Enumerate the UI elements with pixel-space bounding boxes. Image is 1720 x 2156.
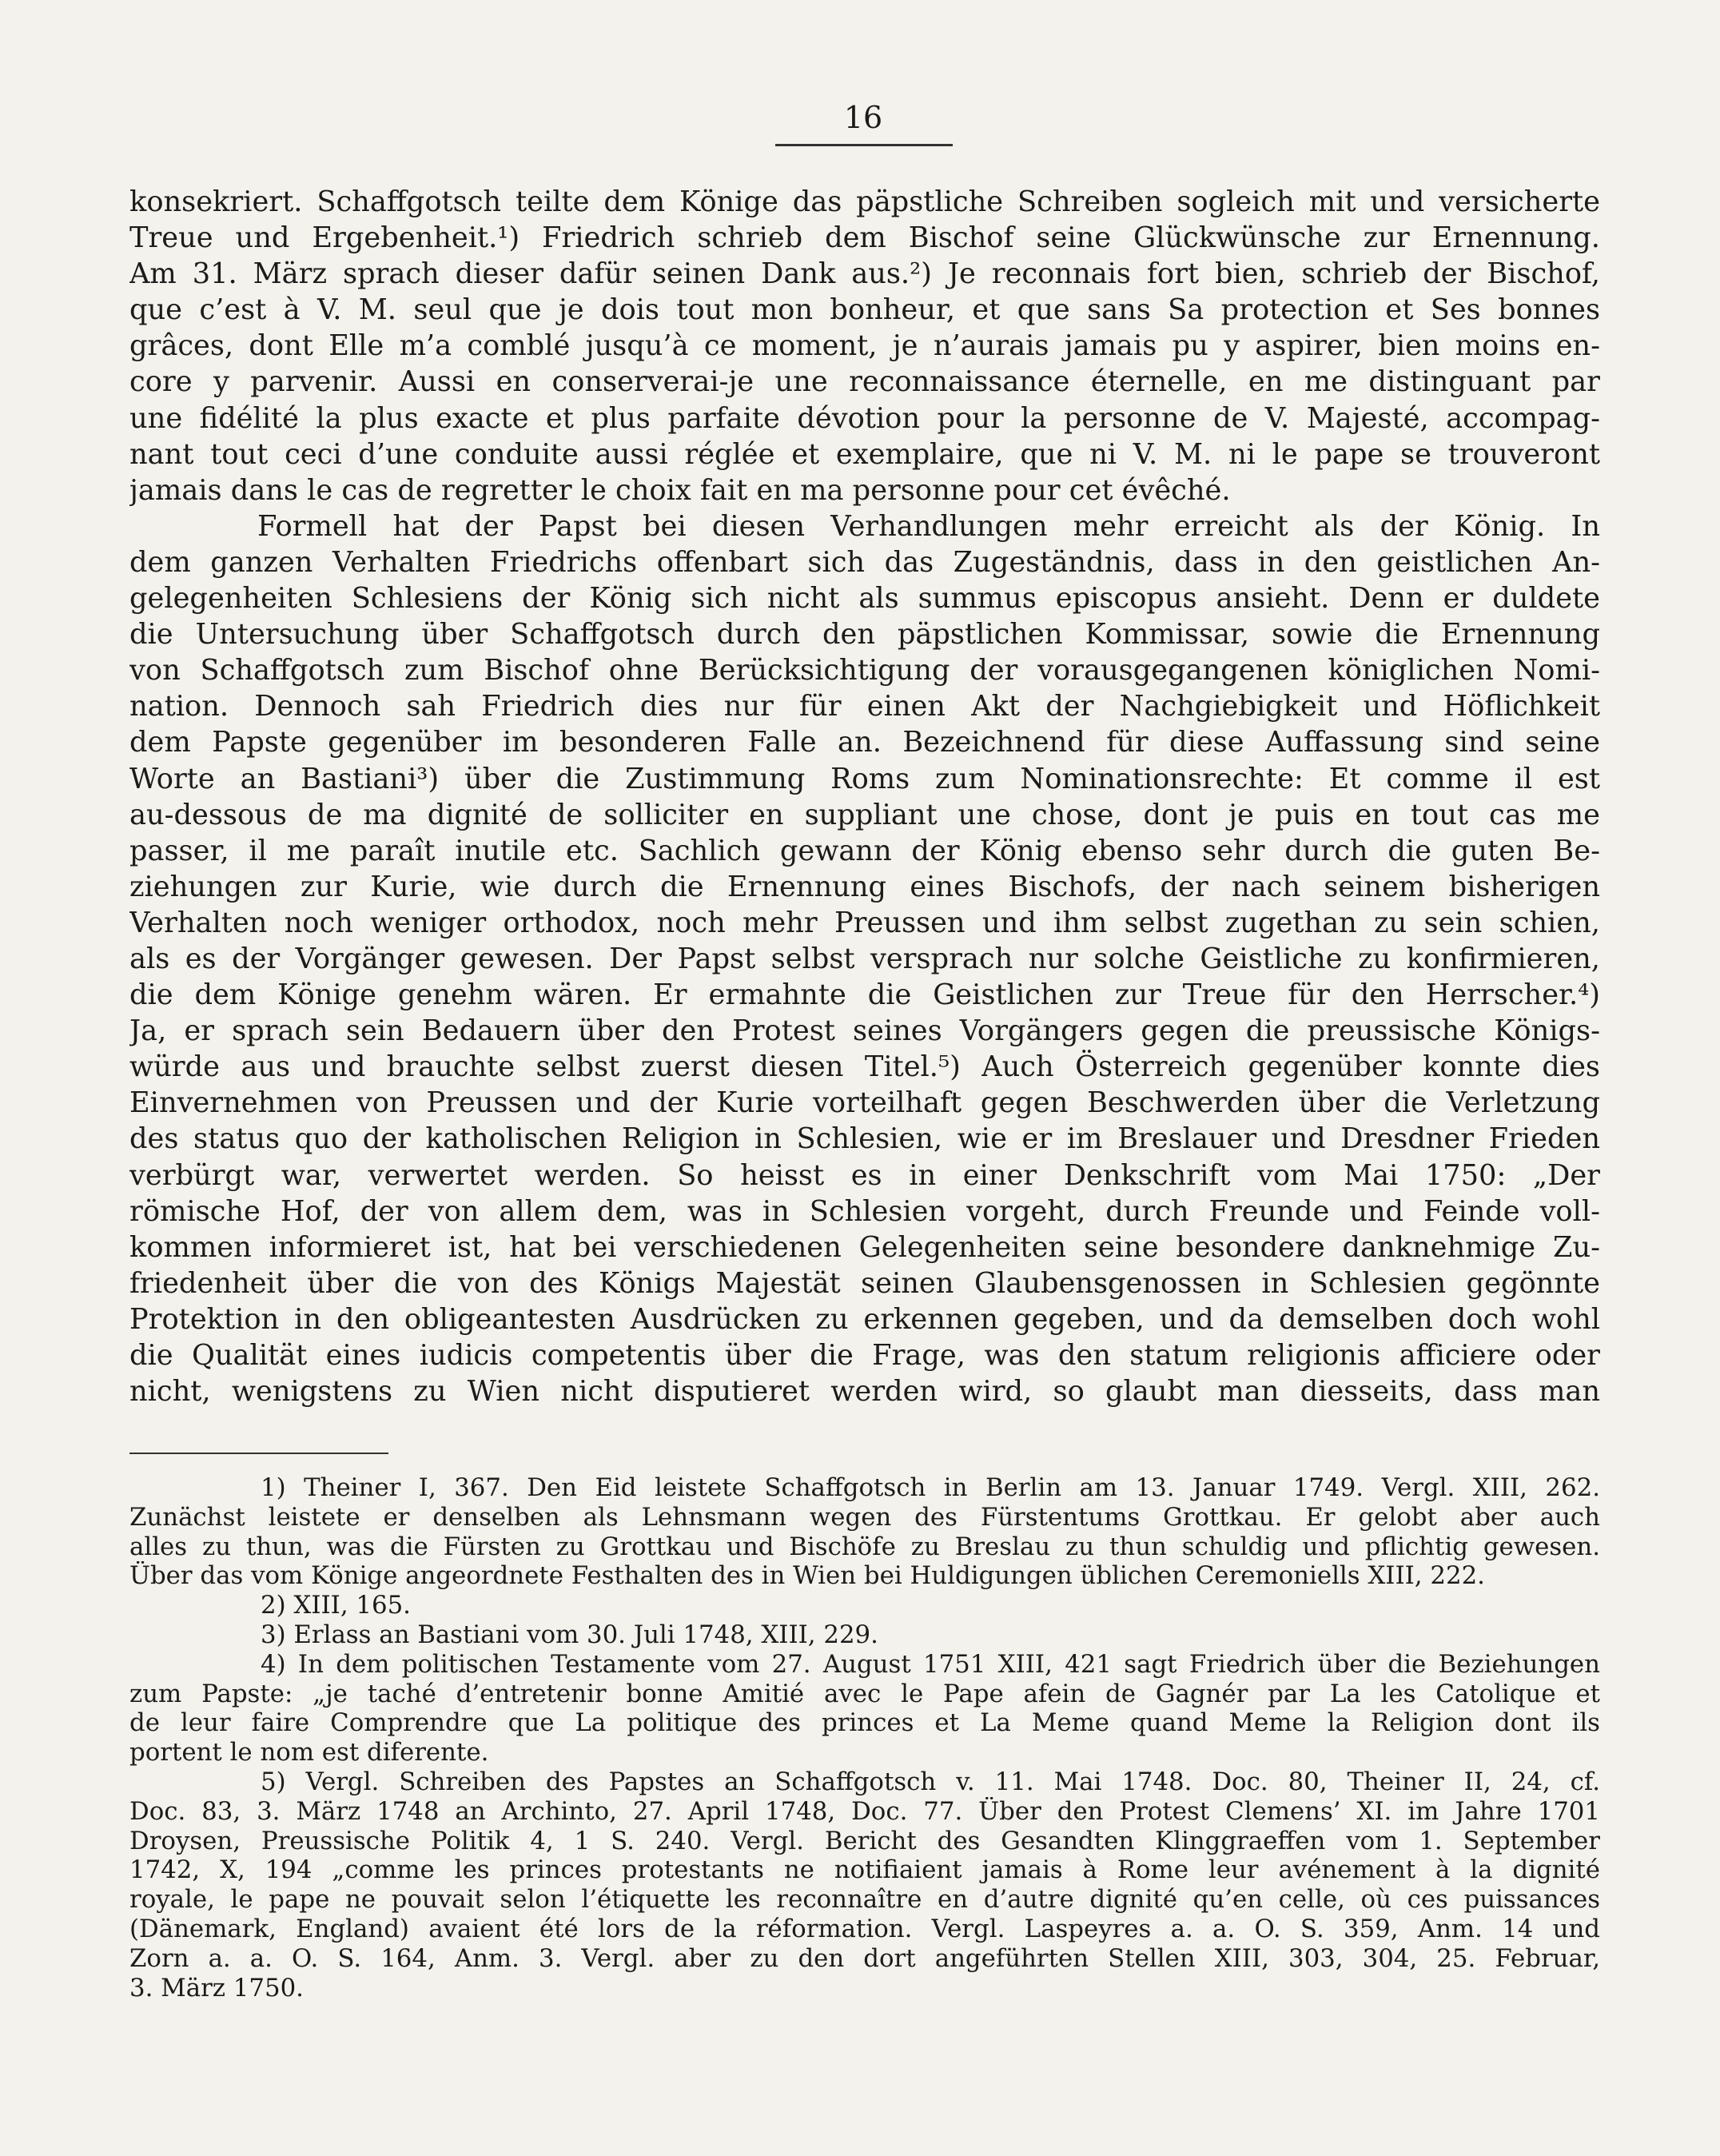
body-line-8: nant tout ceci d’une conduite aussi réglée et exemplaire, que ni V. M. ni le pape se trouveront: [129, 437, 1600, 471]
body-line-24: Ja, er sprach sein Bedauern über den Protest seines Vorgängers gegen die preussische Königs-: [129, 1014, 1600, 1048]
footnote-line-13: Droysen, Preussische Politik 4, 1 S. 240. Vergl. Bericht des Gesandten Klinggraeffen vom 1. September: [129, 1826, 1600, 1855]
footnote-line-7: 4) In dem politischen Testamente vom 27. August 1751 XIII, 421 sagt Friedrich über die Beziehungen: [261, 1649, 1600, 1679]
footnote-line-3: alles zu thun, was die Fürsten zu Grottkau und Bischöfe zu Breslau zu thun schuldig und pflichtig gewesen.: [129, 1532, 1600, 1561]
body-line-33: die Qualität eines iudicis competentis über die Frage, was den statum religionis afficiere oder: [129, 1339, 1600, 1372]
body-line-20: ziehungen zur Kurie, wie durch die Ernennung eines Bischofs, der nach seinem bisherigen: [129, 870, 1600, 903]
body-line-7: une fidélité la plus exacte et plus parfaite dévotion pour la personne de V. Majesté, accompag-: [129, 401, 1600, 435]
footnote-line-2: Zunächst leistete er denselben als Lehnsmann wegen des Fürstentums Grottkau. Er gelobt aber auch: [129, 1502, 1600, 1532]
body-line-23: die dem Könige genehm wären. Er ermahnte die Geistlichen zur Treue für den Herrscher.⁴): [129, 978, 1600, 1012]
footnote-line-6: 3) Erlass an Bastiani vom 30. Juli 1748, XIII, 229.: [261, 1620, 878, 1649]
body-line-6: core y parvenir. Aussi en conserverai-je une reconnaissance éternelle, en me distinguant par: [129, 365, 1600, 399]
body-line-11: dem ganzen Verhalten Friedrichs offenbart sich das Zugeständnis, dass in den geistlichen An-: [129, 545, 1600, 579]
footnote-line-11: 5) Vergl. Schreiben des Papstes an Schaffgotsch v. 11. Mai 1748. Doc. 80, Theiner II, 24, cf.: [261, 1767, 1600, 1796]
body-line-16: dem Papste gegenüber im besonderen Falle an. Bezeichnend für diese Auffassung sind seine: [129, 726, 1600, 759]
footnote-line-16: (Dänemark, England) avaient été lors de la réformation. Vergl. Laspeyres a. a. O. S. 359, Anm. 14 und: [129, 1914, 1600, 1943]
footnote-line-5: 2) XIII, 165.: [261, 1591, 411, 1620]
footnote-line-10: portent le nom est diferente.: [129, 1738, 489, 1767]
footnote-line-8: zum Papste: „je taché d’entretenir bonne Amitié avec le Pape afein de Gagnér par La les Catolique et: [129, 1679, 1600, 1708]
body-line-27: des status quo der katholischen Religion in Schlesien, wie er im Breslauer und Dresdner Frieden: [129, 1122, 1600, 1156]
body-line-18: au-dessous de ma dignité de solliciter en suppliant une chose, dont je puis en tout cas me: [129, 798, 1600, 831]
footnote-line-14: 1742, X, 194 „comme les princes protestants ne notifiaient jamais à Rome leur avénement à la dignité: [129, 1855, 1600, 1885]
body-line-3: Am 31. März sprach dieser dafür seinen Dank aus.²) Je reconnais fort bien, schrieb der Bischof,: [129, 257, 1600, 291]
body-line-5: grâces, dont Elle m’a comblé jusqu’à ce moment, je n’aurais jamais pu y aspirer, bien moins en-: [129, 329, 1600, 363]
body-line-21: Verhalten noch weniger orthodox, noch mehr Preussen und ihm selbst zugethan zu sein schien,: [129, 906, 1600, 939]
body-line-15: nation. Dennoch sah Friedrich dies nur für einen Akt der Nachgiebigkeit und Höflichkeit: [129, 690, 1600, 723]
body-line-17: Worte an Bastiani³) über die Zustimmung Roms zum Nominationsrechte: Et comme il est: [129, 762, 1600, 795]
footnote-rule: [129, 1453, 388, 1454]
body-line-30: kommen informieret ist, hat bei verschiedenen Gelegenheiten seine besondere danknehmige Zu-: [129, 1230, 1600, 1264]
header-rule: [775, 144, 953, 146]
footnotes: [129, 1473, 1600, 2003]
body-line-9: jamais dans le cas de regretter le choix fait en ma personne pour cet évêché.: [129, 473, 1231, 507]
footnote-line-18: 3. März 1750.: [129, 1973, 304, 2003]
body-text: [129, 184, 1600, 1409]
page-number: 16: [843, 100, 883, 135]
body-line-19: passer, il me paraît inutile etc. Sachlich gewann der König ebenso sehr durch die guten Be-: [129, 834, 1600, 867]
body-line-31: friedenheit über die von des Königs Majestät seinen Glaubensgenossen in Schlesien gegönnte: [129, 1266, 1600, 1300]
body-line-13: die Untersuchung über Schaffgotsch durch den päpstlichen Kommissar, sowie die Ernennung: [129, 618, 1600, 652]
body-line-34: nicht, wenigstens zu Wien nicht disputieret werden wird, so glaubt man diesseits, dass man: [129, 1375, 1600, 1409]
footnote-line-9: de leur faire Comprendre que La politique des princes et La Meme quand Meme la Religion dont ils: [129, 1708, 1600, 1738]
footnote-line-12: Doc. 83, 3. März 1748 an Archinto, 27. April 1748, Doc. 77. Über den Protest Clemens’ XI. im Jahre 1701: [129, 1796, 1600, 1826]
body-line-25: würde aus und brauchte selbst zuerst diesen Titel.⁵) Auch Österreich gegenüber konnte dies: [129, 1050, 1600, 1084]
body-line-2: Treue und Ergebenheit.¹) Friedrich schrieb dem Bischof seine Glückwünsche zur Ernennung.: [129, 221, 1600, 255]
footnote-line-4: Über das vom Könige angeordnete Festhalten des in Wien bei Huldigungen üblichen Ceremoniells XIII, 222.: [129, 1561, 1485, 1591]
body-line-29: römische Hof, der von allem dem, was in Schlesien vorgeht, durch Freunde und Feinde voll-: [129, 1194, 1600, 1228]
footnote-line-1: 1) Theiner I, 367. Den Eid leistete Schaffgotsch in Berlin am 13. Januar 1749. Vergl. XIII, 262.: [261, 1473, 1600, 1502]
footnote-line-15: royale, le pape ne pouvait selon l’étiquette les reconnaître en d’autre dignité qu’en celle, où ces puissances: [129, 1885, 1600, 1915]
body-line-28: verbürgt war, verwertet werden. So heisst es in einer Denkschrift vom Mai 1750: „Der: [129, 1158, 1600, 1192]
body-line-32: Protektion in den obligeantesten Ausdrücken zu erkennen gegeben, und da demselben doch wohl: [129, 1302, 1600, 1336]
body-line-4: que c’est à V. M. seul que je dois tout mon bonheur, et que sans Sa protection et Ses bonnes: [129, 293, 1600, 327]
footnote-line-17: Zorn a. a. O. S. 164, Anm. 3. Vergl. aber zu den dort angeführten Stellen XIII, 303, 304, 25. Februar,: [129, 1943, 1600, 1973]
body-line-14: von Schaffgotsch zum Bischof ohne Berücksichtigung der vorausgegangenen königlichen Nomi-: [129, 654, 1600, 687]
body-line-12: gelegenheiten Schlesiens der König sich nicht als summus episcopus ansieht. Denn er duldete: [129, 582, 1600, 616]
body-line-26: Einvernehmen von Preussen und der Kurie vorteilhaft gegen Beschwerden über die Verletzung: [129, 1086, 1600, 1120]
body-line-22: als es der Vorgänger gewesen. Der Papst selbst versprach nur solche Geistliche zu konfirmieren,: [129, 942, 1600, 975]
body-line-1: konsekriert. Schaffgotsch teilte dem Könige das päpstliche Schreiben sogleich mit und versicherte: [129, 185, 1600, 218]
body-line-10: Formell hat der Papst bei diesen Verhandlungen mehr erreicht als der König. In: [257, 509, 1600, 543]
